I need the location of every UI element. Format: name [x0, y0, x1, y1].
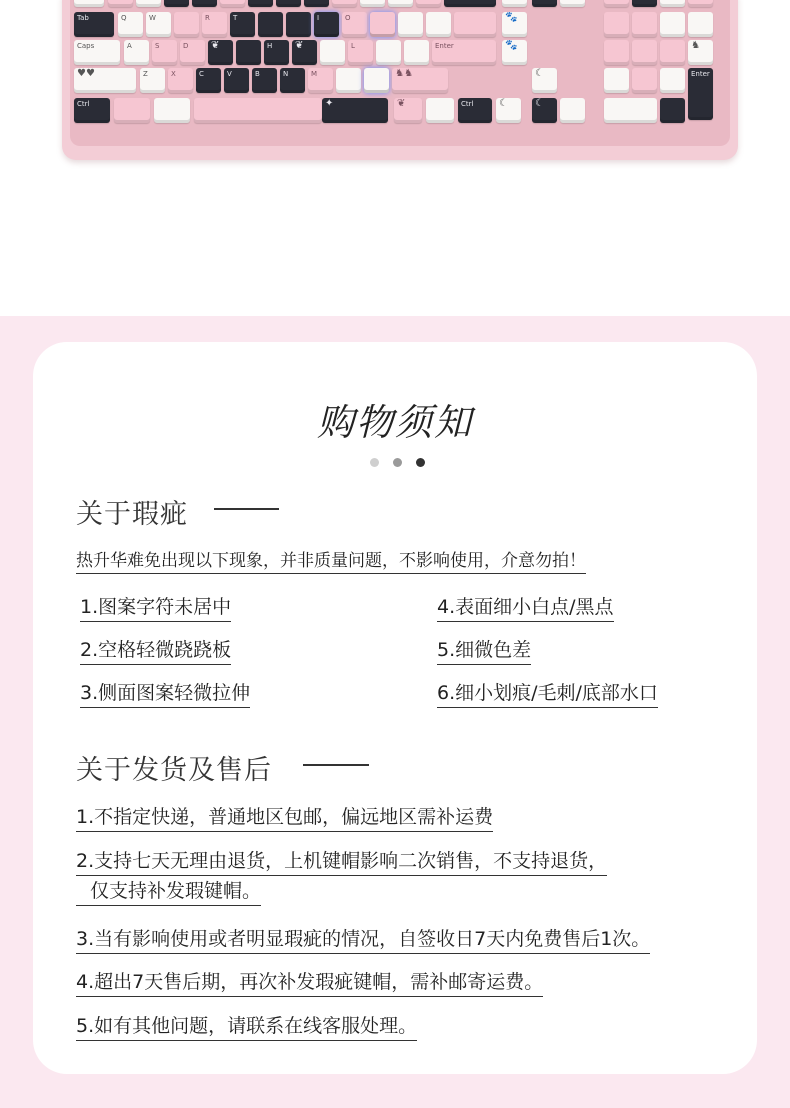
- keyboard-case: [62, 0, 738, 160]
- keycap: [660, 98, 685, 123]
- keycap-z: [140, 68, 165, 93]
- heading-divider: [303, 764, 369, 766]
- key-legend: B: [255, 70, 260, 78]
- tab-key: [74, 12, 114, 37]
- keycap: [364, 68, 389, 93]
- flaws-heading: 关于瑕疵: [76, 499, 188, 530]
- keycap: [532, 68, 557, 93]
- keycap-t: [230, 12, 255, 37]
- pagination-dot: [370, 458, 379, 467]
- keycap: [394, 98, 422, 123]
- keycap: [360, 0, 385, 7]
- right-shift-key: [392, 68, 448, 93]
- keycap: [632, 0, 657, 7]
- keycap-r: [202, 12, 227, 37]
- keycap: [496, 98, 521, 123]
- keycap: [320, 40, 345, 65]
- keycap: [502, 12, 527, 37]
- paw-icon: 🐾: [505, 12, 518, 23]
- key-legend: Q: [121, 14, 127, 22]
- flaw-item: 2.空格轻微跷跷板: [80, 635, 231, 665]
- key-legend: R: [205, 14, 210, 22]
- cat-silhouette-icon: ♞: [691, 40, 700, 51]
- key-legend: C: [199, 70, 204, 78]
- keycap: [688, 0, 713, 7]
- flaw-item: 4.表面细小白点/黑点: [437, 592, 614, 622]
- shipping-heading: 关于发货及售后: [76, 755, 272, 786]
- keycap: [632, 12, 657, 37]
- key-legend: A: [127, 42, 132, 50]
- keycap: [660, 40, 685, 65]
- key-legend: V: [227, 70, 232, 78]
- keycap-x: [168, 68, 193, 93]
- keycap: [632, 40, 657, 65]
- flaw-item: 3.侧面图案轻微拉伸: [80, 678, 250, 708]
- shipping-rule-continuation: 仅支持补发瑕键帽。: [76, 876, 261, 906]
- keycap: [604, 0, 629, 7]
- keycap-w: [146, 12, 171, 37]
- key-legend: O: [345, 14, 351, 22]
- key-legend: Tab: [77, 14, 89, 22]
- key-legend: Z: [143, 70, 148, 78]
- keycap: [632, 68, 657, 93]
- key-legend: L: [351, 42, 355, 50]
- key-legend: T: [233, 14, 238, 22]
- keycap: [304, 0, 329, 7]
- numpad-zero-key: [604, 98, 657, 123]
- keycap: [220, 0, 245, 7]
- keycap: [108, 0, 133, 7]
- keycap-b: [252, 68, 277, 93]
- key-legend: Enter: [691, 70, 710, 78]
- key-legend: M: [311, 70, 318, 78]
- keycap: [532, 98, 557, 123]
- keycap: [376, 40, 401, 65]
- keycap: [292, 40, 317, 65]
- caps-lock-key: [74, 40, 120, 65]
- keycap: [426, 12, 451, 37]
- heading-divider: [214, 508, 279, 510]
- key-legend: Enter: [435, 42, 454, 50]
- star-icon: ✦: [325, 98, 334, 109]
- keycap: [560, 98, 585, 123]
- keycap-l: [348, 40, 373, 65]
- keycap-v: [224, 68, 249, 93]
- keycap: [286, 12, 311, 37]
- butterfly-icon: ❦: [295, 40, 304, 51]
- shipping-rule: 4.超出7天售后期，再次补发瑕疵键帽，需补邮寄运费。: [76, 967, 543, 997]
- keycap: [660, 12, 685, 37]
- key-legend: W: [149, 14, 156, 22]
- shipping-rule: 1.不指定快递，普通地区包邮，偏远地区需补运费: [76, 802, 493, 832]
- keycap: [416, 0, 441, 7]
- keycap: [502, 40, 527, 65]
- keycap: [174, 12, 199, 37]
- key-legend: S: [155, 42, 160, 50]
- keycap: [560, 0, 585, 7]
- keycap: [370, 12, 395, 37]
- keycap: [398, 12, 423, 37]
- left-shift-key: [74, 68, 136, 93]
- backspace-key: [444, 0, 496, 7]
- numpad-enter-key: [688, 68, 713, 120]
- keycap-o: [342, 12, 367, 37]
- keycap: [236, 40, 261, 65]
- keycap: [336, 68, 361, 93]
- shipping-rule: 3.当有影响使用或者明显瑕疵的情况，自签收日7天内免费售后1次。: [76, 924, 650, 954]
- keyboard-plate: [70, 0, 730, 146]
- keycap-s: [152, 40, 177, 65]
- moon-icon: ☾: [535, 98, 544, 109]
- keycap-i: [314, 12, 339, 37]
- keycap-q: [118, 12, 143, 37]
- key-legend: D: [183, 42, 189, 50]
- key-legend: Ctrl: [461, 100, 474, 108]
- keycap: [154, 98, 190, 123]
- key-legend: X: [171, 70, 176, 78]
- keycap: [688, 40, 713, 65]
- spacebar-key: [194, 98, 322, 123]
- keycap: [388, 0, 413, 7]
- butterfly-icon: ❦: [397, 98, 406, 109]
- shipping-rule: 2.支持七天无理由退货，上机键帽影响二次销售，不支持退货，: [76, 846, 607, 876]
- keycap: [454, 12, 496, 37]
- keycap: [114, 98, 150, 123]
- key-legend: H: [267, 42, 273, 50]
- keyboard-product-photo: [0, 0, 790, 316]
- paw-icon: 🐾: [505, 40, 518, 51]
- keycap: [604, 40, 629, 65]
- left-ctrl-key: [74, 98, 110, 123]
- keycap-n: [280, 68, 305, 93]
- keycap: [332, 0, 357, 7]
- keycap: [426, 98, 454, 123]
- keycap: [208, 40, 233, 65]
- cat-silhouette-icon: ♞♞: [395, 68, 413, 79]
- butterfly-icon: ❦: [211, 40, 220, 51]
- keycap: [688, 12, 713, 37]
- heart-icon: ♥♥: [77, 68, 95, 79]
- spacebar-key-dark: [322, 98, 388, 123]
- keycap: [660, 0, 685, 7]
- flaw-item: 1.图案字符未居中: [80, 592, 231, 622]
- moon-icon: ☾: [499, 98, 508, 109]
- key-legend: I: [317, 14, 320, 22]
- flaw-item: 5.细微色差: [437, 635, 531, 665]
- keycap-c: [196, 68, 221, 93]
- keycap: [532, 0, 557, 7]
- keycap: [604, 68, 629, 93]
- shipping-rule: 5.如有其他问题，请联系在线客服处理。: [76, 1011, 417, 1041]
- key-legend: Caps: [77, 42, 95, 50]
- keycap: [404, 40, 429, 65]
- flaws-notice: 热升华难免出现以下现象，并非质量问题，不影响使用，介意勿拍！: [76, 546, 586, 574]
- pagination-dots: [370, 452, 434, 462]
- key-legend: Ctrl: [77, 100, 90, 108]
- keycap: [192, 0, 217, 7]
- keycap: [276, 0, 301, 7]
- keycap-a: [124, 40, 149, 65]
- keycap: [660, 68, 685, 93]
- keycap-d: [180, 40, 205, 65]
- keycap-m: [308, 68, 333, 93]
- keycap: [164, 0, 189, 7]
- keycap: [248, 0, 273, 7]
- keycap: [502, 0, 527, 7]
- right-ctrl-key: [458, 98, 492, 123]
- keycap-h: [264, 40, 289, 65]
- keycap: [604, 12, 629, 37]
- keycap: [258, 12, 283, 37]
- flaw-item: 6.细小划痕/毛刺/底部水口: [437, 678, 658, 708]
- keycap: [136, 0, 161, 7]
- enter-key: [432, 40, 496, 65]
- keycap: [74, 0, 104, 7]
- moon-icon: ☾: [535, 68, 544, 79]
- key-legend: N: [283, 70, 289, 78]
- page-title: 购物须知: [317, 401, 473, 444]
